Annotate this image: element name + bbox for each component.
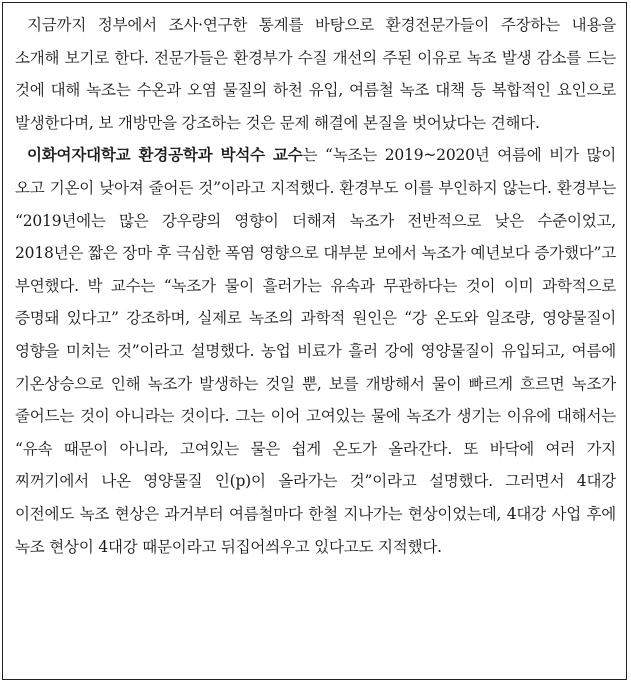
document-text-box [2,2,627,680]
professor-name-bold: 이화여자대학교 환경공학과 박석수 교수 [27,145,303,165]
paragraph-intro: 지금까지 정부에서 조사·연구한 통계를 바탕으로 환경전문가들이 주장하는 내용을 소개해 보기로 한다. 전문가들은 환경부가 수질 개선의 주된 이유로 녹조 발생 감소를 드는 것에 대해 녹조는 수온과 오염 물질의 하천 유입, 여름철 녹조 대책 등 복합적인 요인으로 발생한다며, 보 개방만을 강조하는 것은 문제 해결에 본질을 벗어났다는 견해다. [15,16,616,132]
paragraph-professor [15,139,616,563]
paragraph-professor-body: 는 “녹조는 2019~2020년 여름에 비가 많이 오고 기온이 낮아져 줄어든 것”이라고 지적했다. 환경부도 이를 부인하지 않는다. 환경부는 “2019년에는 많은 강우량의 영향이 더해져 녹조가 전반적으로 낮은 수준이었고, 2018년은 짧은 장마 후 극심한 폭염 영향으로 대부분 보에서 녹조가 예년보다 증가했다”고 부연했다. 박 교수는 “녹조가 물이 흘러가는 유속과 무관하다는 것이 이미 과학적으로 증명돼 있다고” 강조하며, 실제로 녹조의 과학적 원인은 “강 온도와 일조량, 영양물질이 영향을 미치는 것”이라고 설명했다. 농업 비료가 흘러 강에 영양물질이 유입되고, 여름에 기온상승으로 인해 녹조가 발생하는 것일 뿐, 보를 개방해서 물이 빠르게 흐르면 녹조가 줄어드는 것이 아니라는 것이다. 그는 이어 고여있는 물에 녹조가 생기는 이유에 대해서는 “유속 때문이 아니라, 고여있는 물은 쉽게 온도가 올라간다. 또 바닥에 여러 가지 찌꺼기에서 나온 영양물질 인(p)이 올라가는 것”이라고 설명했다. 그러면서 4대강 이전에도 녹조 현상은 과거부터 여름철마다 한철 지나가는 현상이었는데, 4대강 사업 후에 녹조 현상이 4대강 때문이라고 뒤집어씌우고 있다고도 지적했다. [15,146,616,556]
